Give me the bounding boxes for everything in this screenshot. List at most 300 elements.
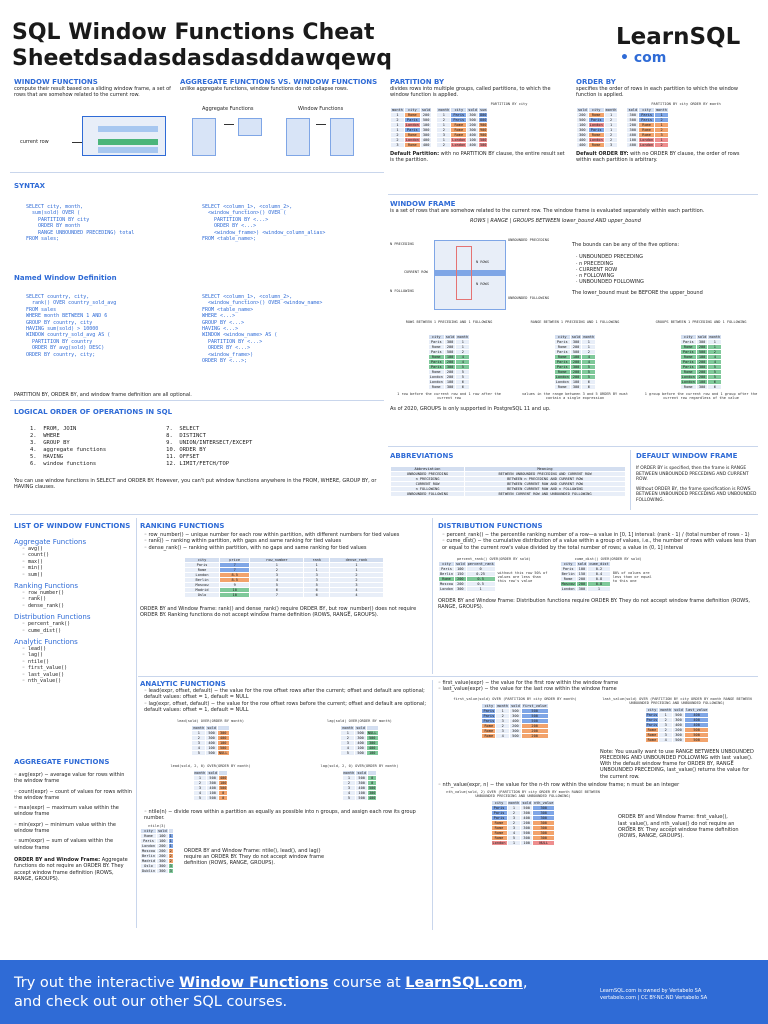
table-row (680, 375, 721, 380)
table-cell: 300 (576, 586, 588, 591)
table-cell: 500 (217, 746, 229, 751)
analytic-functions-section (140, 680, 430, 874)
table-cell: Berlin (142, 853, 155, 858)
table-cell: 4 (582, 360, 596, 365)
table-cell: Moscow (185, 582, 220, 587)
table-cell: 500 (577, 117, 589, 122)
table-cell: Rome (451, 122, 467, 127)
table-header-cell: sold (421, 107, 431, 112)
table-cell: Paris (483, 713, 495, 718)
section-text: specifies the order of rows in each partition to which the window function is applied. (576, 86, 738, 99)
table-row (341, 741, 378, 746)
table-header-cell: sold (578, 107, 587, 112)
table-row (391, 472, 626, 477)
table-cell: Paris (483, 708, 495, 713)
table-header-cell: city (491, 801, 507, 806)
table-cell: 1 (582, 340, 596, 345)
table-header-cell: sold (674, 707, 683, 712)
table-cell: 300 (532, 811, 554, 816)
table-cell: 2 (391, 137, 405, 142)
table-header-cell: month (508, 801, 520, 806)
table-cell: 2 (507, 821, 521, 826)
table-cell: 400 (467, 132, 479, 137)
table-cell: 5 (708, 370, 722, 375)
table-cell: 1 (391, 112, 405, 117)
distribution-list (442, 532, 758, 551)
table-row (437, 112, 488, 117)
table-cell: 400 (420, 142, 432, 147)
table-cell: 1 (507, 841, 521, 846)
table-cell: 5 (708, 365, 722, 370)
table-cell: Paris (646, 722, 658, 727)
table-cell: 5 (342, 796, 356, 801)
order-caption: PARTITION BY city ORDER BY month (651, 101, 721, 106)
table-row (428, 385, 469, 390)
table-cell: Rome (680, 385, 696, 390)
rank-heading: Ranking Functions (14, 582, 78, 591)
table-cell: 4 (708, 355, 722, 360)
table-cell: 2 (250, 567, 304, 572)
table-cell: Rome (451, 132, 467, 137)
table-cell: Paris (428, 340, 444, 345)
table-cell: 300 (673, 732, 685, 737)
page-title (12, 20, 572, 72)
section-text: divides rows into multiple groups, called partitions, to which the window function is applied. (390, 86, 551, 99)
table-cell: Paris (141, 838, 157, 843)
table-cell: 6 (250, 587, 304, 592)
table-header-cell: Abbreviation (391, 467, 465, 472)
label-n-preceding: N PRECEDING (390, 242, 414, 246)
value-functions-section (438, 680, 758, 848)
table-row (627, 137, 668, 142)
rows-example-caption: 1 row before the current row and 1 row after the current row (397, 392, 501, 400)
table-cell: 6 (304, 587, 330, 592)
aggregate-item: ◦ max(expr) − maximum value within the window frame (14, 805, 119, 818)
table-cell: 2 (655, 127, 669, 132)
table-cell: 2 (193, 781, 207, 786)
table-cell: UNBOUNDED FOLLOWING (391, 492, 465, 497)
table-cell: 2 (341, 736, 355, 741)
table-cell: 5 (193, 796, 207, 801)
table-cell: 400 (510, 718, 522, 723)
table-cell: 4 (250, 577, 304, 582)
table-cell: 100 (156, 838, 168, 843)
table-cell: 1 (466, 586, 495, 591)
table-cell: 900 (479, 122, 487, 127)
table-cell: 300 (454, 586, 466, 591)
cume-dist-annotation: 80% of values are less than or equal to this one (612, 570, 652, 583)
table-cell: 3 (604, 142, 618, 147)
groups-example (642, 320, 760, 400)
aggregate-item: ◦ avg(expr) − average value for rows within the window frame (14, 772, 125, 785)
table-cell: 2 (582, 350, 596, 355)
table-cell: 0 (466, 566, 495, 571)
table-row (554, 340, 595, 345)
table-row (627, 112, 668, 117)
table-cell: Rome (451, 127, 467, 132)
table-cell: London (555, 375, 569, 379)
table-row (437, 117, 488, 122)
table-row (554, 380, 595, 385)
table-cell: London (640, 137, 654, 142)
table-cell: 7 (220, 567, 250, 572)
table-cell: 100 (206, 746, 218, 751)
default-frame-with-order: If ORDER BY is specified, then the frame is RANGE BETWEEN UNBOUNDED PRECEDING AND CURRENT ROW. (636, 466, 749, 482)
table-cell: 500 (510, 708, 522, 713)
table-cell: 3 (496, 718, 510, 723)
table-cell: 2 (437, 142, 451, 147)
ntile-table (140, 828, 174, 874)
table-cell: 400 (627, 142, 639, 147)
first-value-desc: ◦ first_value(expr) − the value for the first row within the window frame (438, 680, 619, 686)
table-row (645, 717, 709, 722)
abbreviations-table (390, 466, 626, 497)
table-cell: 10 (220, 592, 250, 597)
table-cell: NULL (532, 841, 554, 846)
table-cell: Rome (428, 355, 444, 360)
table-cell: Paris (404, 117, 420, 122)
table-cell: 5 (192, 751, 206, 756)
table-cell: 5 (582, 365, 596, 370)
table-header-cell: month (709, 335, 721, 339)
table-cell: 200 (673, 727, 685, 732)
table-cell: 6 (708, 380, 722, 385)
table-row (437, 132, 488, 137)
table-cell: 3 (655, 132, 669, 137)
value-functions-note: ORDER BY and Window Frame: first_value(), last_value(), and nth_value() do not require an ORDER BY. They accept window frame definition (ROWS, RANGE, GROUPS). (618, 814, 739, 840)
table-cell: 900 (479, 132, 487, 137)
table-cell: 2 (391, 117, 405, 122)
table-cell: 3 (342, 786, 356, 791)
label-unbounded-following: UNBOUNDED FOLLOWING (508, 296, 550, 300)
table-cell: 200 (521, 821, 533, 826)
table-cell: London (589, 122, 603, 127)
table-row (680, 380, 721, 385)
section-text: unlike aggregate functions, window functions do not collapse rows. (180, 86, 349, 92)
table-cell: 1 (437, 137, 451, 142)
table-header-cell: sold (157, 828, 167, 833)
table-cell: 200 (577, 112, 589, 117)
table-cell: 100 (420, 122, 432, 127)
table-cell: 4 (659, 737, 673, 742)
table-cell: London (640, 142, 654, 147)
table-cell: 0.5 (466, 581, 495, 586)
table-cell: Paris (639, 117, 655, 122)
table-cell: 100 (570, 355, 582, 360)
percent-rank-table (438, 561, 496, 592)
table-cell: 5 (582, 375, 596, 380)
table-cell: 1 (341, 731, 355, 736)
table-header-cell: month (438, 107, 450, 112)
table-cell: 100 (467, 137, 479, 142)
lead-example (140, 719, 281, 758)
rank-list: ◦ row_number() ◦ rank() ◦ dense_rank() (22, 590, 65, 609)
table-cell: 500 (356, 776, 368, 781)
table-cell: 1 (708, 345, 722, 350)
table-row (437, 122, 488, 127)
table-header-cell: month (605, 107, 617, 112)
table-cell: BETWEEN CURRENT ROW AND n FOLLOWING (464, 487, 625, 492)
ranking-item: ◦ rank() − ranking within partition, with gaps and same ranking for tied values (144, 538, 342, 545)
table-cell: Rome (560, 576, 576, 581)
cume-dist-example (560, 557, 657, 592)
license-link[interactable]: vertabelo.com | CC BY-NC-ND Vertabelo SA (600, 995, 708, 1001)
table-row (645, 737, 709, 742)
table-cell: Moscow (142, 848, 155, 853)
table-cell: 0.25 (466, 571, 495, 576)
section-title: ANALYTIC FUNCTIONS (140, 680, 226, 688)
table-cell: 2 (391, 132, 405, 137)
table-row (554, 370, 595, 375)
table-cell: 2 (169, 853, 172, 858)
table-cell: 500 (206, 751, 218, 756)
table-cell: 2 (169, 858, 172, 863)
table-header-cell: city (645, 707, 659, 712)
table-cell: 0 (218, 791, 228, 796)
table-cell: 5 (582, 370, 596, 375)
partition-by-section (390, 78, 568, 163)
table-cell: 3 (341, 741, 355, 746)
nth-value-caption: nth_value(sold, 2) OVER (PARTITION BY city ORDER BY month RANGE BETWEEN UNBOUNDED PRECEDING AND UNBOUNDED FOLLOWING) (446, 790, 600, 799)
table-cell: Rome (404, 142, 420, 147)
table-cell: 4 (341, 746, 355, 751)
table-cell: London (429, 380, 443, 384)
table-cell: 300 (510, 713, 522, 718)
table-cell: 500 (219, 786, 227, 791)
table-cell: London (561, 586, 575, 591)
table-cell: 400 (420, 137, 432, 142)
rows-example-title: ROWS BETWEEN 1 PRECEDING AND 1 FOLLOWING (405, 320, 493, 324)
table-cell: 1 (437, 112, 451, 117)
table-row (645, 727, 709, 732)
bound-item: · UNBOUNDED PRECEDING (576, 254, 643, 261)
table-cell: 100 (444, 355, 456, 360)
table-cell: 300 (521, 826, 533, 831)
table-header-cell: month (457, 335, 469, 339)
table-cell: 2 (192, 736, 206, 741)
table-header-cell: sum (479, 107, 487, 112)
table-cell: BETWEEN n PRECEDING AND CURRENT ROW (464, 477, 625, 482)
table-cell: 0.8 (588, 581, 610, 586)
table-row (645, 722, 709, 727)
table-cell: 0.4 (588, 571, 610, 576)
table-cell: 5 (250, 582, 304, 587)
table-cell: Paris (491, 811, 507, 816)
table-cell: 500 (479, 137, 487, 142)
nth-value-example (438, 790, 608, 848)
table-cell: 500 (207, 796, 219, 801)
table-row (554, 375, 595, 380)
section-title: ORDER BY (576, 78, 616, 86)
table-cell: 5 (456, 370, 470, 375)
table-cell: 9 (220, 582, 250, 587)
table-cell: Rome (491, 836, 507, 841)
table-header-cell: city (482, 703, 496, 708)
table-cell: 100 (570, 380, 582, 385)
table-cell: Paris (680, 340, 696, 345)
table-cell: 300 (356, 781, 368, 786)
table-cell: NULL (367, 731, 377, 736)
table-cell: 500 (521, 713, 548, 718)
table-cell: 200 (510, 723, 522, 728)
table-cell: 200 (570, 370, 582, 375)
named-code-example: SELECT country, city, rank() OVER country_sold_avg FROM sales WHERE month BETWEEN 1 AND 6 GROUP BY country, city HAVING sum(sold) > 10000 WINDOW country_sold_avg AS ( PARTITION BY country ORDER BY avg(sold) DESC) ORDER BY country, city; (26, 294, 117, 358)
table-cell: 6 (456, 380, 470, 385)
table-row (627, 117, 668, 122)
table-row (341, 731, 378, 736)
table-row (428, 365, 469, 370)
table-cell: 3 (659, 732, 673, 737)
table-row (680, 370, 721, 375)
table-cell: 2 (496, 713, 510, 718)
table-cell: 300 (696, 365, 708, 370)
syntax-code-example: SELECT city, month, sum(sold) OVER ( PARTITION BY city ORDER BY month RANGE UNBOUNDED PRECEDING) total FROM sales; (26, 204, 135, 243)
table-cell: 400 (206, 741, 218, 746)
learnsql-link[interactable]: LearnSQL.com (405, 975, 523, 991)
table-header-cell: city (451, 107, 467, 112)
table-cell: London (681, 375, 695, 379)
table-header-cell: sold (445, 335, 455, 339)
owner-text: LearnSQL.com is owned by Vertabelo SA (600, 988, 702, 994)
table-cell: 4 (456, 360, 470, 365)
table-header-cell: percent_rank (467, 561, 494, 566)
table-cell: 3 (507, 826, 521, 831)
last-value-desc: ◦ last_value(expr) − the value for the last row within the window frame (438, 686, 617, 693)
order-table-output (626, 107, 668, 148)
table-cell: 5 (341, 751, 355, 756)
lead-table (191, 725, 229, 756)
table-cell: 300 (156, 863, 168, 868)
table-cell: 500 (521, 708, 548, 713)
groups-example-title: GROUPS BETWEEN 1 PRECEDING AND 1 FOLLOWING (655, 320, 747, 324)
agg-heading: Aggregate Functions (14, 538, 87, 546)
table-cell: London (405, 122, 419, 127)
table-cell: Rome (482, 723, 496, 728)
table-header-cell: sold (356, 726, 365, 731)
table-cell: 0.8 (588, 576, 610, 581)
table-cell: Paris (428, 360, 444, 365)
bounds-list (576, 254, 758, 285)
table-row (554, 345, 595, 350)
table-cell: 1 (604, 122, 618, 127)
window-diagram (14, 112, 174, 162)
table-row (560, 586, 610, 591)
table-cell: 150 (576, 571, 588, 576)
table-row (391, 142, 432, 147)
table-row (627, 132, 668, 137)
table-cell: 400 (521, 816, 533, 821)
table-cell: Paris (588, 127, 604, 132)
table-cell: 500 (510, 733, 522, 738)
table-cell: 3 (193, 786, 207, 791)
table-cell: 5 (456, 365, 470, 370)
distribution-note: ORDER BY and Window Frame: Distribution functions require ORDER BY. They do not accept window frame definition (ROWS, RANGE, GROUPS). (438, 597, 751, 611)
section-title: AGGREGATE FUNCTIONS VS. WINDOW FUNCTIONS (180, 78, 378, 86)
table-cell: Rome (588, 132, 604, 137)
table-cell: 7 (220, 562, 250, 567)
learnsql-logo[interactable] (616, 24, 740, 66)
table-cell: 300 (368, 791, 376, 796)
groups-example-table (680, 334, 722, 390)
ntile-note: ORDER BY and Window Frame: ntile(), lead(), and lag() require an ORDER BY. They do not accept window frame definition (ROWS, RANGE, GROUPS). (183, 847, 325, 867)
table-cell: 300 (696, 385, 708, 390)
table-row (437, 142, 488, 147)
table-cell: 2 (329, 572, 383, 577)
table-header-cell: city (554, 335, 570, 340)
table-cell: 500 (521, 806, 533, 811)
table-cell: 2 (604, 132, 618, 137)
table-cell: 200 (454, 576, 466, 581)
table-cell: Dublin (142, 868, 155, 873)
table-cell: 2 (659, 727, 673, 732)
table-row (193, 776, 228, 781)
footer-comma: , (522, 975, 528, 991)
table-cell: 100 (577, 122, 589, 127)
cume-dist-table (560, 561, 611, 592)
table-cell: 1 (304, 567, 330, 572)
table-cell: Paris (560, 566, 576, 571)
partition-caption: PARTITION BY city (490, 101, 528, 106)
table-row (428, 375, 469, 380)
table-cell: 500 (207, 776, 219, 781)
table-cell: 200 (570, 360, 582, 365)
table-row (341, 736, 378, 741)
table-cell: 500 (444, 350, 456, 355)
table-row (680, 350, 721, 355)
lag-table (340, 725, 378, 756)
table-cell: 200 (696, 370, 708, 375)
table-row (627, 127, 668, 132)
table-row (391, 137, 432, 142)
logical-order-section (14, 408, 384, 491)
table-cell: 200 (420, 112, 432, 117)
last-value-note: Note: You usually want to use RANGE BETWEEN UNBOUNDED PRECEDING AND UNBOUNDED FOLLOWING with last_value(). With the default window frame for ORDER BY, RANGE UNBOUNDED PRECEDING, last_value() returns the value for the current row. (600, 748, 754, 780)
table-cell: 4 (496, 733, 510, 738)
groups-example-caption: 1 group before the current row and 1 group after the current row regardless of the value (644, 392, 758, 400)
table-cell: 1 (250, 562, 304, 567)
window-functions-course-link[interactable]: Window Functions (179, 975, 329, 991)
table-cell: 200 (156, 848, 168, 853)
table-row (193, 791, 228, 796)
table-cell: 100 (454, 566, 466, 571)
table-cell: 400 (207, 786, 219, 791)
table-cell: Rome (554, 345, 570, 350)
range-example-title: RANGE BETWEEN 1 PRECEDING AND 1 FOLLOWING (530, 320, 620, 324)
table-cell: 4 (708, 360, 722, 365)
table-cell: Rome (680, 370, 696, 375)
table-cell: London (452, 137, 466, 142)
bound-item: · n FOLLOWING (576, 273, 615, 280)
table-cell: 500 (420, 117, 432, 122)
label-current-row: CURRENT ROW (404, 270, 428, 274)
table-header-cell: city (439, 561, 455, 566)
table-cell: 300 (532, 836, 554, 841)
frame-examples (390, 320, 760, 412)
table-cell: 0 (218, 796, 228, 801)
table-cell: Paris (491, 806, 507, 811)
table-row (428, 370, 469, 375)
table-cell: 2 (437, 117, 451, 122)
ranking-item: ◦ row_number() − unique number for each row within partition, with different numbers for tied values (144, 532, 400, 538)
table-cell: Paris (404, 127, 420, 132)
table-cell: 100 (356, 791, 368, 796)
table-row (577, 132, 618, 137)
ranking-note: ORDER BY and Window Frame: rank() and dense_rank() require ORDER BY, but row_number() does not require ORDER BY. Ranking functions do not accept window frame definition (ROWS, RANGE, GROUPS). (140, 605, 417, 619)
section-title: WINDOW FUNCTIONS (14, 78, 98, 86)
table-row (491, 836, 555, 841)
table-row (192, 741, 229, 746)
agg-diagram (186, 104, 376, 162)
